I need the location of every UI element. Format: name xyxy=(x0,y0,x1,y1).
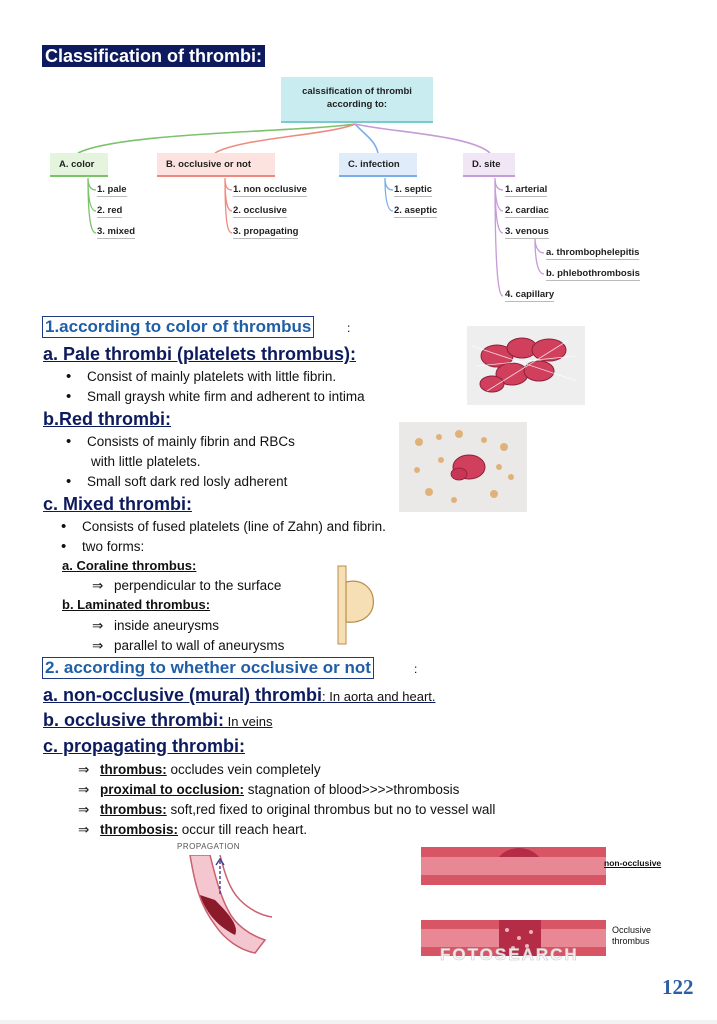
section1-heading-text: 1.according to color of thrombus xyxy=(45,317,312,336)
occlusive-heading-text: b. occlusive thrombi: xyxy=(43,710,225,730)
section1-heading-colon: : xyxy=(347,321,351,335)
non-occlusive-label: non-occlusive xyxy=(604,858,662,868)
coraline-item-text: perpendicular to the surface xyxy=(114,578,282,593)
implies-arrow-icon: ⇒ xyxy=(78,762,90,777)
occlusive-note: In veins xyxy=(224,714,273,729)
non-occlusive-heading-text: a. non-occlusive (mural) thrombi xyxy=(43,685,323,705)
page-title: Classification of thrombi: xyxy=(42,45,265,67)
implies-arrow-icon: ⇒ xyxy=(78,782,90,797)
occlusive-label-line2: thrombus xyxy=(612,936,650,946)
diagram-leaf: 2. occlusive xyxy=(233,205,287,216)
diagram-leaf: 2. aseptic xyxy=(394,205,438,216)
propagation-label: PROPAGATION xyxy=(177,842,240,851)
propagating-item-text: occur till reach heart. xyxy=(178,822,308,837)
non-occlusive-heading xyxy=(43,684,436,708)
non-occlusive-vessel-image xyxy=(421,845,606,887)
diagram-category-site: D. site xyxy=(463,153,515,177)
diagram-leaf: 1. pale xyxy=(97,184,127,195)
propagation-vein-image xyxy=(180,855,275,955)
propagating-heading: c. propagating thrombi: xyxy=(43,736,245,756)
diagram-sub-leaf: b. phlebothrombosis xyxy=(546,268,640,279)
section1-heading xyxy=(42,316,314,338)
diagram-category-occlusive: B. occlusive or not xyxy=(157,153,275,177)
laminated-item-text: inside aneurysms xyxy=(114,618,220,633)
diagram-category-color: A. color xyxy=(50,153,108,177)
implies-arrow-icon: ⇒ xyxy=(92,638,104,653)
diagram-leaf: 2. red xyxy=(97,205,123,216)
propagating-item-text: occludes vein completely xyxy=(166,762,321,777)
laminated-item xyxy=(92,637,284,655)
mixed-thrombi-heading: c. Mixed thrombi: xyxy=(43,494,193,514)
coraline-item xyxy=(92,577,281,595)
diagram-root-line1: calssification of thrombi xyxy=(302,86,412,97)
diagram-leaf: 4. capillary xyxy=(505,289,555,300)
diagram-leaf: 2. cardiac xyxy=(505,205,549,216)
red-thrombus-image xyxy=(399,422,527,512)
laminated-item xyxy=(92,617,219,635)
implies-arrow-icon: ⇒ xyxy=(92,618,104,633)
propagating-item-term: proximal to occlusion: xyxy=(100,782,245,797)
page-number: 122 xyxy=(662,975,694,999)
diagram-category-infection: C. infection xyxy=(339,153,417,177)
red-bullet: • Small soft dark red losly adherent xyxy=(87,473,287,491)
mixed-bullet: • Consists of fused platelets (line of Zahn) and fibrin. xyxy=(82,518,386,536)
propagating-item xyxy=(78,761,321,779)
red-bullet-continuation: with little platelets. xyxy=(91,454,201,469)
implies-arrow-icon: ⇒ xyxy=(78,802,90,817)
pale-bullet: • Consist of mainly platelets with little fibrin. xyxy=(87,368,336,386)
occlusive-heading xyxy=(43,709,272,733)
implies-arrow-icon: ⇒ xyxy=(78,822,90,837)
propagating-item-term: thrombus: xyxy=(100,802,167,817)
red-thrombi-heading: b.Red thrombi: xyxy=(43,409,171,429)
diagram-leaf: 1. non occlusive xyxy=(233,184,307,195)
propagating-item xyxy=(78,781,459,799)
section2-heading-colon: : xyxy=(414,662,418,676)
diagram-root-node xyxy=(281,77,433,123)
laminated-heading: b. Laminated thrombus: xyxy=(62,597,211,612)
diagram-leaf: 3. venous xyxy=(505,226,549,237)
diagram-root-line2: according to: xyxy=(326,99,388,110)
fotosearch-watermark: FOTOSEARCH xyxy=(440,945,579,964)
propagating-item-term: thrombosis: xyxy=(100,822,179,837)
section2-heading xyxy=(42,657,374,679)
red-bullet: • Consists of mainly fibrin and RBCs xyxy=(87,433,295,451)
implies-arrow-icon: ⇒ xyxy=(92,578,104,593)
occlusive-label-line1: Occlusive xyxy=(612,925,652,935)
diagram-leaf: 1. septic xyxy=(394,184,433,195)
diagram-leaf: 1. arterial xyxy=(505,184,548,195)
laminated-item-text: parallel to wall of aneurysms xyxy=(114,638,285,653)
propagating-item-text: soft,red fixed to original thrombus but no to vessel wall xyxy=(166,802,496,817)
coraline-heading: a. Coraline thrombus: xyxy=(62,558,197,573)
propagating-item-text: stagnation of blood>>>>thrombosis xyxy=(244,782,460,797)
non-occlusive-note: : In aorta and heart. xyxy=(322,689,436,704)
diagram-leaf: 3. mixed xyxy=(97,226,136,237)
diagram-sub-leaf: a. thrombophelepitis xyxy=(546,247,640,258)
propagating-item xyxy=(78,821,307,839)
section2-heading-text: 2. according to whether occlusive or not xyxy=(45,658,371,677)
pale-bullet: • Small graysh white firm and adherent to intima xyxy=(87,388,365,406)
propagating-item-term: thrombus: xyxy=(100,762,167,777)
occlusive-label xyxy=(612,925,651,947)
mixed-bullet: • two forms: xyxy=(82,538,144,556)
propagating-item xyxy=(78,801,495,819)
pale-thrombi-heading: a. Pale thrombi (platelets thrombus): xyxy=(43,344,357,364)
aneurysm-diagram xyxy=(330,564,385,646)
diagram-leaf: 3. propagating xyxy=(233,226,299,237)
pale-thrombus-image xyxy=(467,326,585,405)
